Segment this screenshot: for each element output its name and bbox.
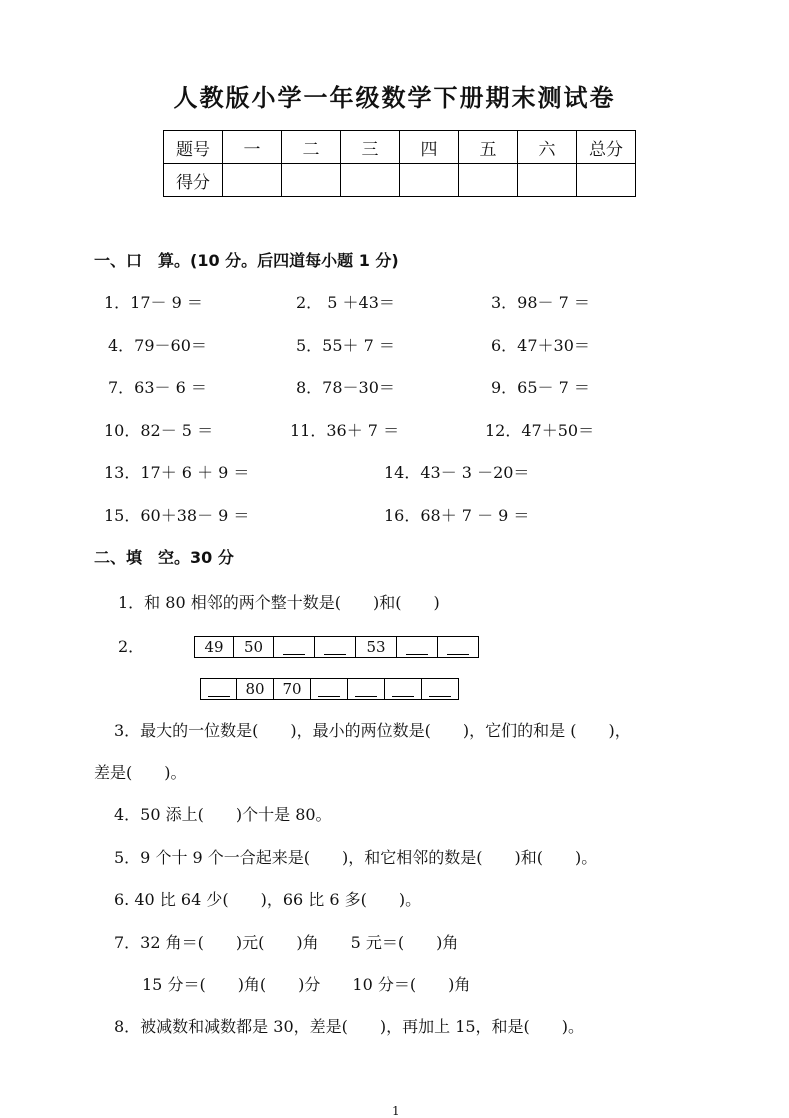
score-cell[interactable] — [577, 164, 636, 197]
sequence-blank-cell[interactable] — [274, 636, 315, 658]
score-header-cell: 题号 — [164, 131, 223, 164]
fill-question-4: 4．50 添上( )个十是 80。 — [114, 805, 332, 824]
sequence-cell: 49 — [194, 636, 234, 658]
calc-item: 4．79－60＝ — [108, 336, 207, 355]
sequence-blank-cell[interactable] — [385, 678, 422, 700]
calc-item: 2． 5 ＋43＝ — [296, 293, 395, 312]
score-header-cell: 二 — [282, 131, 341, 164]
calc-item: 12．47＋50＝ — [485, 421, 595, 440]
calc-item: 3．98－ 7 ＝ — [491, 293, 590, 312]
calc-item: 8．78－30＝ — [296, 378, 395, 397]
score-cell[interactable] — [459, 164, 518, 197]
calc-item: 5．55＋ 7 ＝ — [296, 336, 395, 355]
calc-item: 11．36＋ 7 ＝ — [290, 421, 400, 440]
calc-item: 9．65－ 7 ＝ — [491, 378, 590, 397]
score-header-cell: 总分 — [577, 131, 636, 164]
fill-question-8: 8．被减数和减数都是 30，差是( )，再加上 15，和是( )。 — [114, 1017, 585, 1036]
sequence-blank-cell[interactable] — [200, 678, 237, 700]
fill-question-5: 5．9 个十 9 个一合起来是( )，和它相邻的数是( )和( )。 — [114, 848, 598, 867]
sequence-cell: 80 — [237, 678, 274, 700]
calc-item: 13．17＋ 6 ＋ 9 ＝ — [104, 463, 250, 482]
sequence-blank-cell[interactable] — [397, 636, 438, 658]
calc-item: 10．82－ 5 ＝ — [104, 421, 214, 440]
fill-question-7-continued: 15 分＝( )角( )分 10 分＝( )角 — [142, 975, 471, 994]
number-sequence-row-2 — [200, 678, 459, 702]
calc-item: 1．17－ 9 ＝ — [104, 293, 203, 312]
sequence-blank-cell[interactable] — [422, 678, 459, 700]
calc-item: 15．60＋38－ 9 ＝ — [104, 506, 250, 525]
score-cell[interactable] — [282, 164, 341, 197]
score-header-cell: 三 — [341, 131, 400, 164]
sequence-blank-cell[interactable] — [348, 678, 385, 700]
score-header-cell: 六 — [518, 131, 577, 164]
fill-question-1: 1．和 80 相邻的两个整十数是( )和( ) — [118, 593, 440, 612]
page-title: 人教版小学一年级数学下册期末测试卷 — [173, 84, 616, 112]
fill-question-3-continued: 差是( )。 — [94, 763, 187, 782]
score-header-cell: 五 — [459, 131, 518, 164]
sequence-cell: 50 — [234, 636, 274, 658]
fill-question-3: 3．最大的一位数是( )，最小的两位数是( )，它们的和是 ( )， — [114, 721, 631, 740]
calc-item: 7．63－ 6 ＝ — [108, 378, 207, 397]
score-table — [163, 130, 636, 197]
calc-item: 6．47＋30＝ — [491, 336, 590, 355]
section2-heading: 二、填 空。30 分 — [94, 548, 234, 567]
sequence-blank-cell[interactable] — [311, 678, 348, 700]
score-cell[interactable] — [341, 164, 400, 197]
sequence-cell: 70 — [274, 678, 311, 700]
score-cell[interactable] — [223, 164, 282, 197]
fill-question-2-label: 2． — [118, 637, 145, 656]
section1-heading: 一、口 算。(10 分。后四道每小题 1 分) — [94, 251, 399, 270]
score-row-label: 得分 — [164, 164, 223, 197]
sequence-blank-cell[interactable] — [315, 636, 356, 658]
score-cell[interactable] — [518, 164, 577, 197]
score-table-header-row — [164, 131, 636, 164]
calc-item: 14．43－ 3 －20＝ — [384, 463, 530, 482]
score-cell[interactable] — [400, 164, 459, 197]
sequence-blank-cell[interactable] — [438, 636, 479, 658]
sequence-cell: 53 — [356, 636, 397, 658]
page-number: 1 — [392, 1104, 400, 1118]
fill-question-7: 7．32 角＝( )元( )角 5 元＝( )角 — [114, 933, 459, 952]
calc-item: 16．68＋ 7 － 9 ＝ — [384, 506, 530, 525]
fill-question-6: 6. 40 比 64 少( )，66 比 6 多( )。 — [114, 890, 422, 909]
number-sequence-row-1 — [194, 636, 479, 660]
score-header-cell: 一 — [223, 131, 282, 164]
score-header-cell: 四 — [400, 131, 459, 164]
score-table-score-row — [164, 164, 636, 197]
